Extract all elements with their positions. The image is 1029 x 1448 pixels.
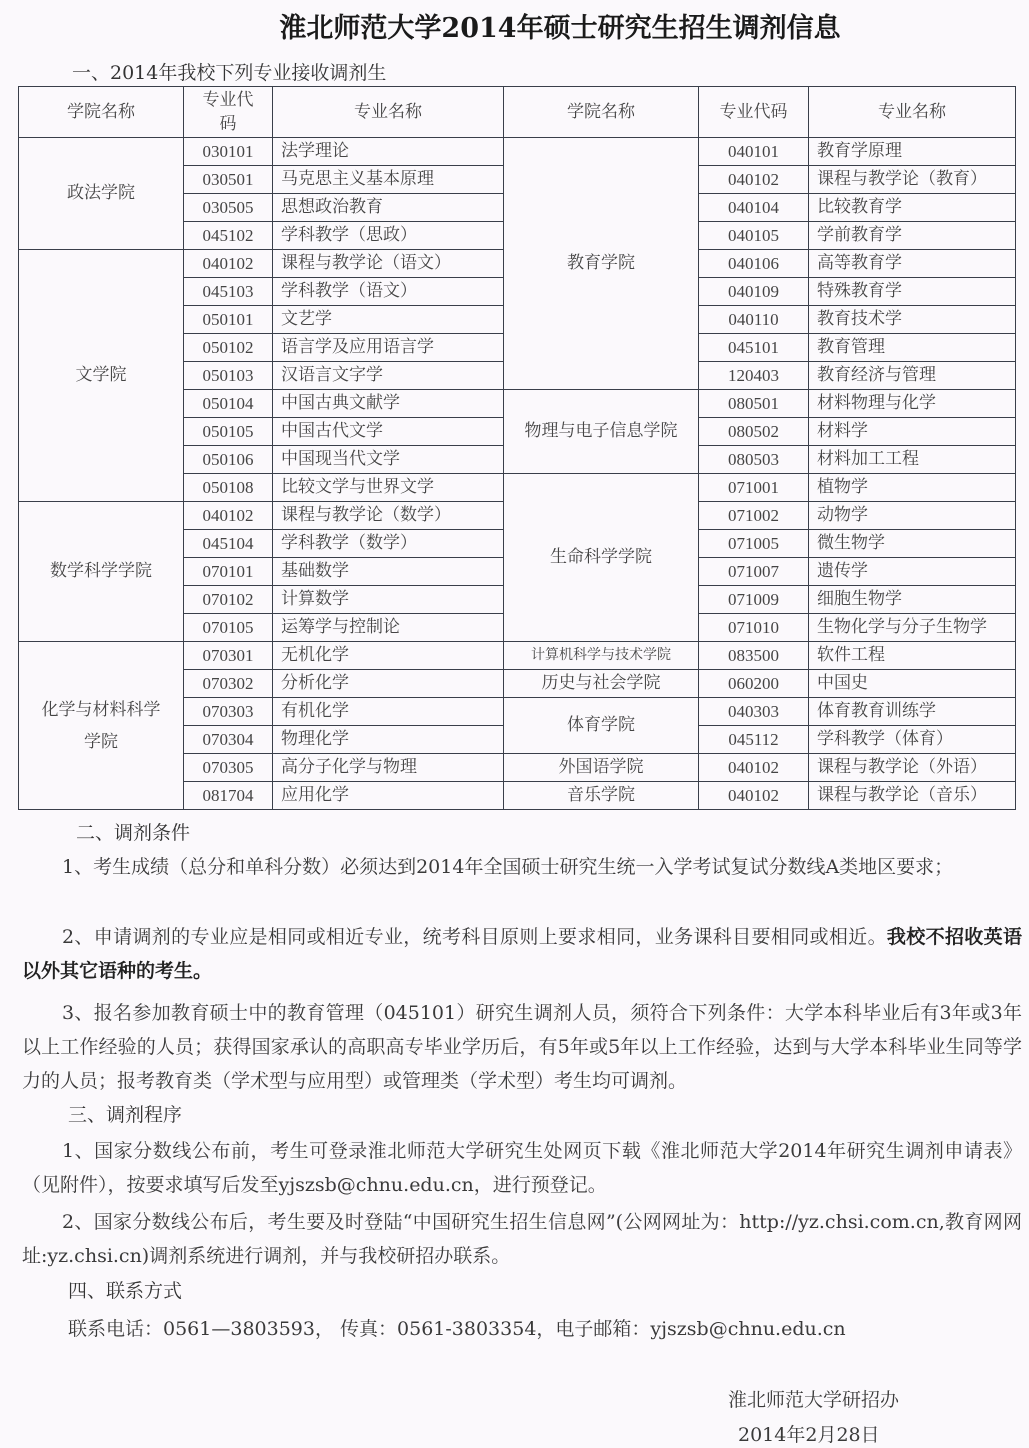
header-name: 专业名称 — [273, 87, 504, 138]
college-cell: 音乐学院 — [504, 782, 699, 810]
college-cell: 化学与材料科学 学院 — [19, 642, 184, 810]
major-code: 071002 — [699, 502, 809, 530]
college-cell: 教育学院 — [504, 138, 699, 390]
major-name: 高等教育学 — [809, 250, 1016, 278]
major-code: 040105 — [699, 222, 809, 250]
major-code: 083500 — [699, 642, 809, 670]
table-header-row — [19, 87, 1016, 138]
major-name: 课程与教学论（外语） — [809, 754, 1016, 782]
college-cell: 政法学院 — [19, 138, 184, 250]
major-code: 040102 — [699, 754, 809, 782]
major-name: 课程与教学论（数学） — [273, 502, 504, 530]
major-code: 071010 — [699, 614, 809, 642]
major-name: 中国古代文学 — [273, 418, 504, 446]
major-code: 050106 — [184, 446, 273, 474]
major-code: 071007 — [699, 558, 809, 586]
major-code: 060200 — [699, 670, 809, 698]
condition-1: 1、考生成绩（总分和单科分数）必须达到2014年全国硕士研究生统一入学考试复试分数线A类地区要求； — [62, 856, 954, 878]
major-code: 120403 — [699, 362, 809, 390]
condition-2: 2、申请调剂的专业应是相同或相近专业，统考科目原则上要求相同，业务课科目要相同或相近。我校不招收英语以外其它语种的考生。 — [22, 926, 1022, 982]
major-name: 中国古典文献学 — [273, 390, 504, 418]
college-cell: 计算机科学与技术学院 — [504, 642, 699, 670]
major-name: 马克思主义基本原理 — [273, 166, 504, 194]
major-name: 高分子化学与物理 — [273, 754, 504, 782]
major-name: 比较文学与世界文学 — [273, 474, 504, 502]
section1-heading: 一、2014年我校下列专业接收调剂生 — [72, 62, 387, 84]
major-name: 分析化学 — [273, 670, 504, 698]
major-name: 生物化学与分子生物学 — [809, 614, 1016, 642]
major-code: 040109 — [699, 278, 809, 306]
major-name: 中国史 — [809, 670, 1016, 698]
major-name: 计算数学 — [273, 586, 504, 614]
major-code: 080502 — [699, 418, 809, 446]
major-code: 040102 — [699, 166, 809, 194]
major-name: 教育管理 — [809, 334, 1016, 362]
major-name: 学科教学（数学） — [273, 530, 504, 558]
procedure-1: 1、国家分数线公布前，考生可登录淮北师范大学研究生处网页下载《淮北师范大学2014年研究生调剂申请表》（见附件），按要求填写后发至yjszsb@chnu.edu.cn，进行预登记。 — [22, 1140, 1022, 1196]
major-code: 071001 — [699, 474, 809, 502]
major-code: 050101 — [184, 306, 273, 334]
major-name: 应用化学 — [273, 782, 504, 810]
major-name: 特殊教育学 — [809, 278, 1016, 306]
major-name: 比较教育学 — [809, 194, 1016, 222]
header-code: 专业代码 — [699, 87, 809, 138]
major-name: 汉语言文字学 — [273, 362, 504, 390]
major-code: 050103 — [184, 362, 273, 390]
major-code: 045102 — [184, 222, 273, 250]
college-cell: 历史与社会学院 — [504, 670, 699, 698]
major-name: 动物学 — [809, 502, 1016, 530]
major-name: 无机化学 — [273, 642, 504, 670]
major-name: 植物学 — [809, 474, 1016, 502]
major-code: 030501 — [184, 166, 273, 194]
major-code: 050104 — [184, 390, 273, 418]
major-code: 070303 — [184, 698, 273, 726]
major-code: 071005 — [699, 530, 809, 558]
major-code: 045101 — [699, 334, 809, 362]
major-name: 课程与教学论（语文） — [273, 250, 504, 278]
major-name: 课程与教学论（音乐） — [809, 782, 1016, 810]
header-name: 专业名称 — [809, 87, 1016, 138]
section4-heading: 四、联系方式 — [68, 1280, 183, 1302]
table-row — [19, 138, 1016, 166]
major-name: 软件工程 — [809, 642, 1016, 670]
majors-table — [18, 86, 1016, 810]
header-college: 学院名称 — [504, 87, 699, 138]
major-code: 070305 — [184, 754, 273, 782]
major-name: 学前教育学 — [809, 222, 1016, 250]
major-name: 语言学及应用语言学 — [273, 334, 504, 362]
major-code: 040110 — [699, 306, 809, 334]
major-code: 050108 — [184, 474, 273, 502]
major-code: 030101 — [184, 138, 273, 166]
major-name: 体育教育训练学 — [809, 698, 1016, 726]
major-code: 070101 — [184, 558, 273, 586]
table-row — [19, 642, 1016, 670]
major-code: 040106 — [699, 250, 809, 278]
major-name: 学科教学（思政） — [273, 222, 504, 250]
major-code: 080503 — [699, 446, 809, 474]
college-cell: 文学院 — [19, 250, 184, 502]
major-name: 思想政治教育 — [273, 194, 504, 222]
major-name: 物理化学 — [273, 726, 504, 754]
major-name: 运筹学与控制论 — [273, 614, 504, 642]
major-code: 050102 — [184, 334, 273, 362]
major-name: 文艺学 — [273, 306, 504, 334]
major-code: 070301 — [184, 642, 273, 670]
section3-heading: 三、调剂程序 — [68, 1104, 183, 1126]
college-cell: 体育学院 — [504, 698, 699, 754]
major-code: 045112 — [699, 726, 809, 754]
major-code: 040102 — [699, 782, 809, 810]
college-cell: 物理与电子信息学院 — [504, 390, 699, 474]
header-code: 专业代码 — [184, 87, 273, 138]
major-code: 081704 — [184, 782, 273, 810]
major-name: 微生物学 — [809, 530, 1016, 558]
major-code: 040102 — [184, 250, 273, 278]
signature-date: 2014年2月28日 — [738, 1424, 880, 1446]
section2-heading: 二、调剂条件 — [76, 822, 191, 844]
major-code: 070102 — [184, 586, 273, 614]
signature-org: 淮北师范大学研招办 — [728, 1389, 900, 1411]
major-name: 有机化学 — [273, 698, 504, 726]
major-name: 材料学 — [809, 418, 1016, 446]
major-name: 中国现当代文学 — [273, 446, 504, 474]
major-code: 040104 — [699, 194, 809, 222]
major-code: 050105 — [184, 418, 273, 446]
major-code: 045103 — [184, 278, 273, 306]
major-name: 法学理论 — [273, 138, 504, 166]
condition-3: 3、报名参加教育硕士中的教育管理（045101）研究生调剂人员，须符合下列条件：大学本科毕业后有3年或3年以上工作经验的人员；获得国家承认的高职高专毕业学历后，有5年或5年以上工作经验，达到与大学本科毕业生同等学力的人员；报考教育类（学术型与应用型）或管理类（学术型）考生均可调剂。 — [22, 1002, 1022, 1092]
major-name: 教育技术学 — [809, 306, 1016, 334]
major-code: 040303 — [699, 698, 809, 726]
major-code: 070302 — [184, 670, 273, 698]
major-name: 学科教学（体育） — [809, 726, 1016, 754]
major-code: 080501 — [699, 390, 809, 418]
college-cell: 数学科学学院 — [19, 502, 184, 642]
major-name: 教育经济与管理 — [809, 362, 1016, 390]
major-name: 基础数学 — [273, 558, 504, 586]
major-name: 教育学原理 — [809, 138, 1016, 166]
college-cell: 外国语学院 — [504, 754, 699, 782]
major-name: 材料加工工程 — [809, 446, 1016, 474]
major-code: 071009 — [699, 586, 809, 614]
contact-info: 联系电话：0561—3803593， 传真：0561-3803354，电子邮箱：yjszsb@chnu.edu.cn — [68, 1318, 846, 1340]
major-code: 045104 — [184, 530, 273, 558]
major-name: 学科教学（语文） — [273, 278, 504, 306]
condition-2-bold: 我校不招收英语以外其它语种的考生。 — [22, 926, 1022, 982]
major-code: 070304 — [184, 726, 273, 754]
major-code: 040102 — [184, 502, 273, 530]
major-code: 030505 — [184, 194, 273, 222]
document-title: 淮北师范大学2014年硕士研究生招生调剂信息 — [279, 13, 841, 44]
college-cell: 生命科学学院 — [504, 474, 699, 642]
major-code: 040101 — [699, 138, 809, 166]
procedure-2: 2、国家分数线公布后，考生要及时登陆“中国研究生招生信息网”(公网网址为：http://yz.chsi.com.cn,教育网网址:yz.chsi.cn)调剂系统进行调剂，并与我校研招办联系。 — [22, 1211, 1022, 1267]
major-name: 细胞生物学 — [809, 586, 1016, 614]
major-name: 材料物理与化学 — [809, 390, 1016, 418]
header-college: 学院名称 — [19, 87, 184, 138]
major-code: 070105 — [184, 614, 273, 642]
major-name: 课程与教学论（教育） — [809, 166, 1016, 194]
major-name: 遗传学 — [809, 558, 1016, 586]
